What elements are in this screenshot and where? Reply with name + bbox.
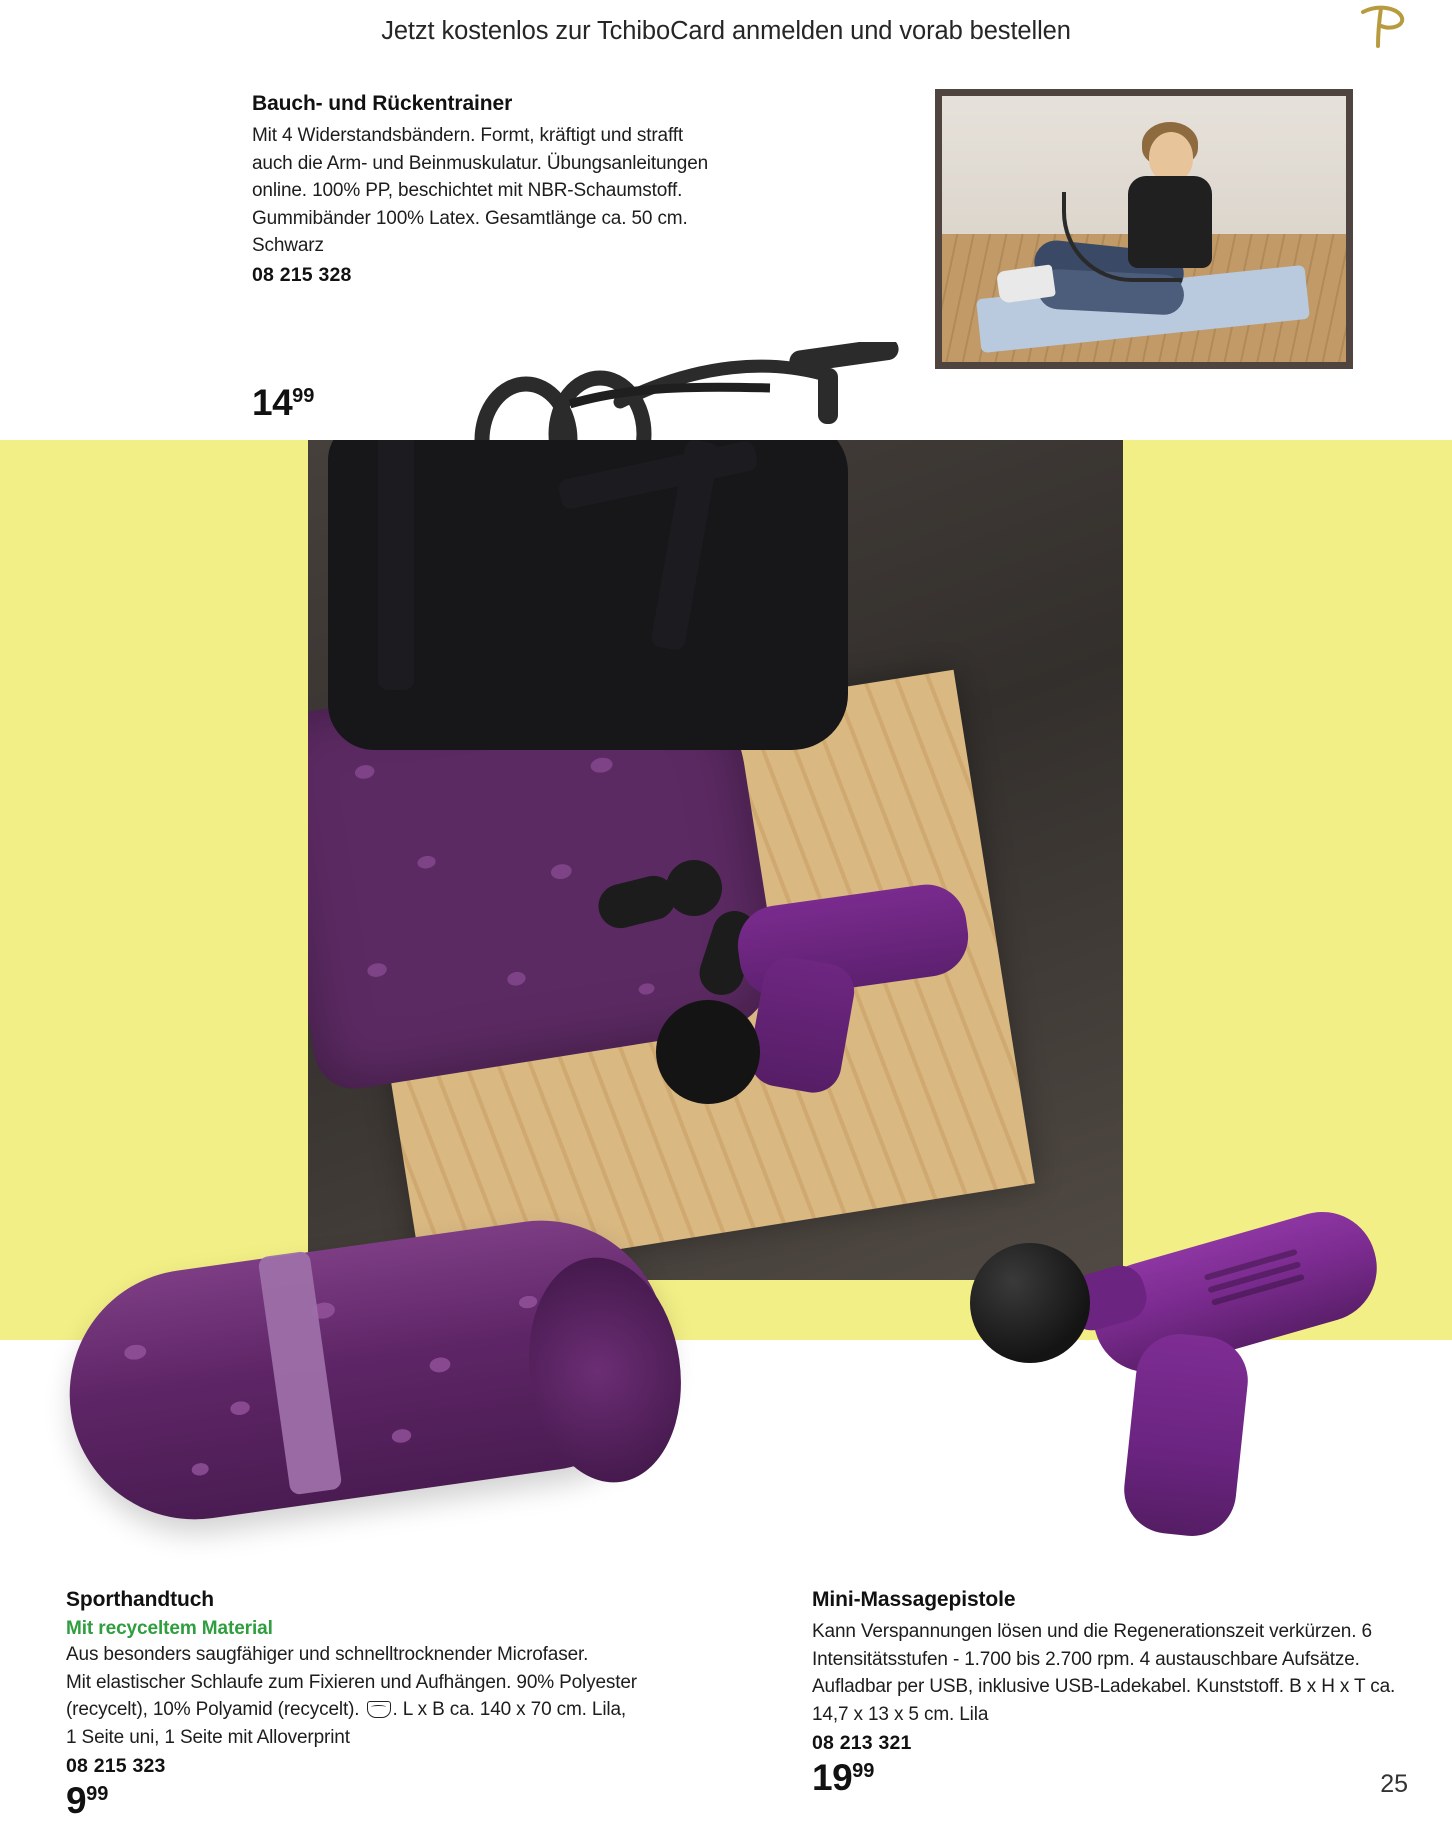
desc-line-3b: . L x B ca. 140 x 70 cm. Lila, (392, 1699, 627, 1720)
desc-line-4: 1 Seite uni, 1 Seite mit Alloverprint (66, 1726, 350, 1748)
sporthandtuch-article-number: 08 215 323 (66, 1755, 166, 1777)
product-title-sporthandtuch: Sporthandtuch (66, 1588, 215, 1611)
trainer-description: Mit 4 Widerstandsbändern. Formt, kräftigt und strafft auch die Arm- und Beinmuskulatur. Übungsanleitungen online. 100% PP, beschichtet mit NBR-Schaumstoff. Gummibänder 100% Latex. Gesamtlänge ca. 50 cm. Schwarz (252, 125, 709, 256)
product-title-massagepistole: Mini-Massagepistole (812, 1588, 1016, 1611)
product-block-trainer (0, 92, 1452, 437)
massagepistole-description: Kann Verspannungen lösen und die Regenerationszeit verkürzen. 6 Intensitätsstufen - 1.700 bis 2.700 rpm. 4 austauschbare Aufsätze. Aufladbar per USB, inklusive USB-Ladekabel. Kunststoff. B x H x T ca. 14,7 x 13 x 5 cm. Lila (812, 1621, 1396, 1725)
page-title-trainer: Bauch- und Rückentrainer (252, 92, 513, 115)
desc-line-3a: (recycelt), 10% Polyamid (recycelt). (66, 1699, 360, 1720)
page-number: 25 (1380, 1770, 1408, 1798)
washing-machine-icon (367, 1701, 391, 1718)
sporthandtuch-price-cents: 99 (86, 1783, 109, 1805)
trainer-price-main: 14 (252, 382, 293, 423)
sporthandtuch-price (66, 1782, 108, 1819)
page-header (0, 0, 1452, 62)
trainer-text-column (252, 92, 722, 287)
massagepistole-product-image (980, 1175, 1400, 1585)
desc-line-2: Mit elastischer Schlaufe zum Fixieren und Aufhängen. 90% Polyester (66, 1671, 637, 1693)
massagepistole-text-column (812, 1588, 1412, 1796)
massagepistole-price (812, 1759, 874, 1796)
massagepistole-article-number: 08 213 321 (812, 1732, 912, 1754)
sporthandtuch-description (66, 1641, 706, 1751)
tchibo-logo-icon (1355, 2, 1407, 50)
trainer-price (252, 384, 314, 421)
trainer-lifestyle-photo (935, 89, 1353, 369)
sporthandtuch-product-image (68, 1245, 708, 1515)
massagepistole-price-cents: 99 (852, 1760, 875, 1782)
header-banner-text: Jetzt kostenlos zur TchiboCard anmelden und vorab bestellen (381, 16, 1071, 45)
eco-label-sporthandtuch: Mit recyceltem Material (66, 1618, 273, 1639)
massagepistole-price-main: 19 (812, 1757, 853, 1798)
desc-line-1: Aus besonders saugfähiger und schnelltrocknender Microfaser. (66, 1644, 589, 1665)
main-lifestyle-photo (308, 440, 1123, 1280)
trainer-price-cents: 99 (292, 385, 315, 407)
trainer-article-number: 08 215 328 (252, 263, 352, 286)
sporthandtuch-price-main: 9 (66, 1780, 87, 1821)
sporthandtuch-text-column (66, 1588, 706, 1819)
